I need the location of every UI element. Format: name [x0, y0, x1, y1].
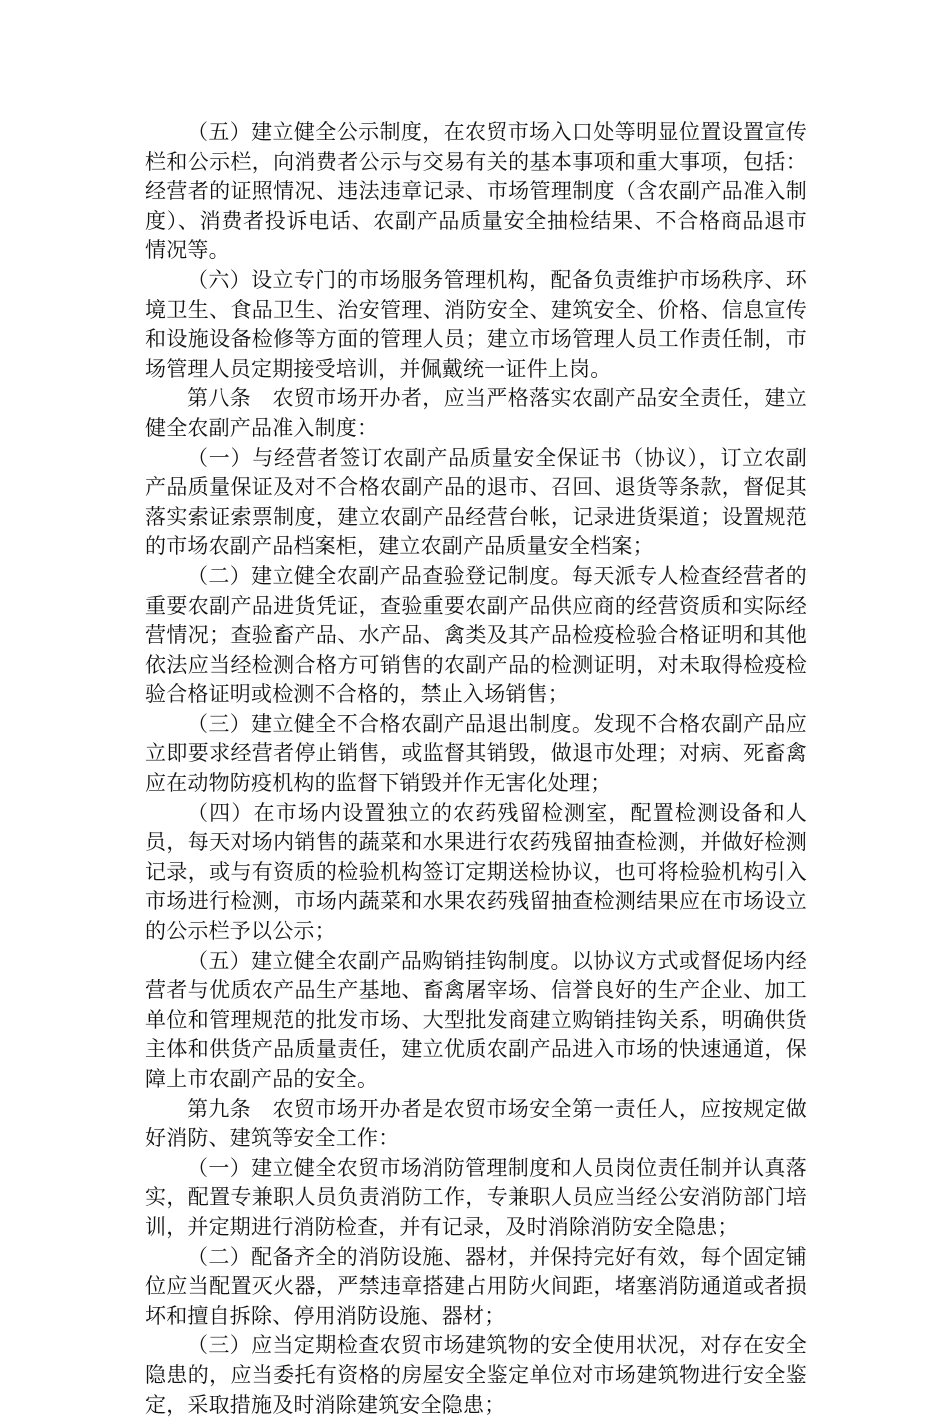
paragraph-article-8: 第八条 农贸市场开办者，应当严格落实农副产品安全责任，建立健全农副产品准入制度： [145, 386, 807, 440]
paragraph-purchase-sales-link: （五）建立健全农副产品购销挂钩制度。以协议方式或督促场内经营者与优质农产品生产基地、畜禽屠宰场、信誉良好的生产企业、加工单位和管理规范的批发市场、大型批发商建立购销挂钩关系，明确供货主体和供货产品质量责任，建立优质农副产品进入市场的快速通道，保障上市农副产品的安全。 [145, 948, 807, 1091]
paragraph-fire-equipment: （二）配备齐全的消防设施、器材，并保持完好有效，每个固定铺位应当配置灭火器，严禁违章搭建占用防火间距，堵塞消防通道或者损坏和擅自拆除、停用消防设施、器材； [145, 1244, 807, 1328]
paragraph-fire-management: （一）建立健全农贸市场消防管理制度和人员岗位责任制并认真落实，配置专兼职人员负责消防工作，专兼职人员应当经公安消防部门培训，并定期进行消防检查，并有记录，及时消除消防安全隐患； [145, 1155, 807, 1239]
document-body [145, 118, 807, 1420]
paragraph-pesticide-testing: （四）在市场内设置独立的农药残留检测室，配置检测设备和人员，每天对场内销售的蔬菜和水果进行农药残留抽查检测，并做好检测记录，或与有资质的检验机构签订定期送检协议，也可将检验机构引入市场进行检测，市场内蔬菜和水果农药残留抽查检测结果应在市场设立的公示栏予以公示； [145, 800, 807, 944]
paragraph-management-agency: （六）设立专门的市场服务管理机构，配备负责维护市场秩序、环境卫生、食品卫生、治安管理、消防安全、建筑安全、价格、信息宣传和设施设备检修等方面的管理人员；建立市场管理人员工作责任制，市场管理人员定期接受培训，并佩戴统一证件上岗。 [145, 267, 807, 381]
paragraph-building-safety: （三）应当定期检查农贸市场建筑物的安全使用状况，对存在安全隐患的，应当委托有资格的房屋安全鉴定单位对市场建筑物进行安全鉴定，采取措施及时消除建筑安全隐患； [145, 1333, 807, 1417]
paragraph-quality-agreement: （一）与经营者签订农副产品质量安全保证书（协议），订立农副产品质量保证及对不合格农副产品的退市、召回、退货等条款，督促其落实索证索票制度，建立农副产品经营台帐，记录进货渠道；设置规范的市场农副产品档案柜，建立农副产品质量安全档案； [145, 445, 807, 559]
paragraph-article-9: 第九条 农贸市场开办者是农贸市场安全第一责任人，应按规定做好消防、建筑等安全工作： [145, 1096, 807, 1151]
paragraph-inspection-registration: （二）建立健全农副产品查验登记制度。每天派专人检查经营者的重要农副产品进货凭证，查验重要农副产品供应商的经营资质和实际经营情况；查验畜产品、水产品、禽类及其产品检疫检验合格证明和其他依法应当经检测合格方可销售的农副产品的检测证明，对未取得检疫检验合格证明或检测不合格的，禁止入场销售； [145, 563, 807, 707]
paragraph-unqualified-exit: （三）建立健全不合格农副产品退出制度。发现不合格农副产品应立即要求经营者停止销售，或监督其销毁，做退市处理；对病、死畜禽应在动物防疫机构的监督下销毁并作无害化处理； [145, 711, 807, 796]
paragraph-publicity-system: （五）建立健全公示制度，在农贸市场入口处等明显位置设置宣传栏和公示栏，向消费者公示与交易有关的基本事项和重大事项，包括：经营者的证照情况、违法违章记录、市场管理制度（含农副产品准入制度）、消费者投诉电话、农副产品质量安全抽检结果、不合格商品退市情况等。 [145, 120, 807, 263]
